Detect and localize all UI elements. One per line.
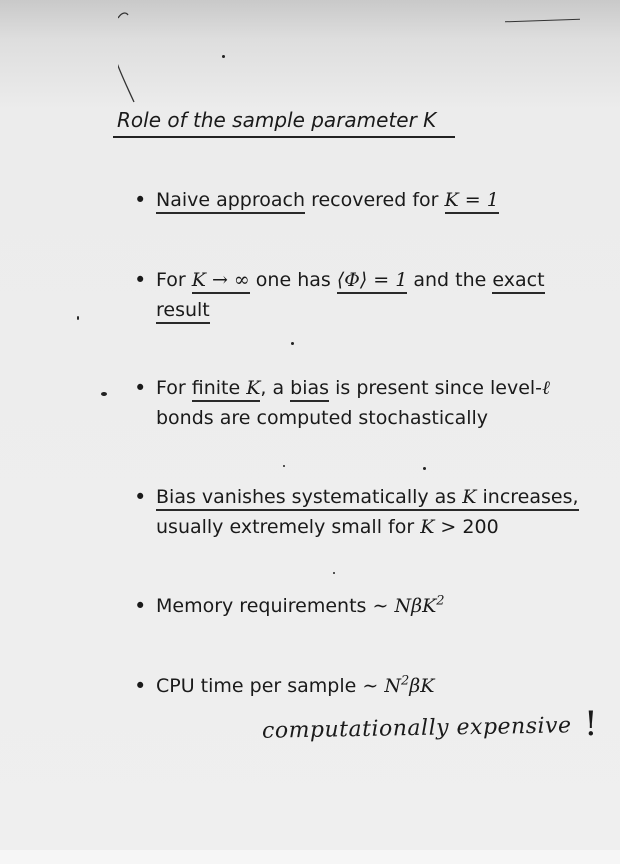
math-expression: K = 1 bbox=[445, 189, 499, 214]
slide-title: Role of the sample parameter K bbox=[117, 108, 437, 132]
math-expression: ℓ bbox=[542, 377, 550, 399]
underlined-phrase bbox=[192, 377, 261, 402]
bullet-text: is present since level- bbox=[329, 377, 543, 399]
bullet-item bbox=[156, 185, 596, 215]
scan-speck bbox=[222, 55, 225, 58]
scan-speck bbox=[101, 392, 107, 396]
scan-speck bbox=[291, 342, 294, 345]
bullet-dot: • bbox=[134, 594, 147, 618]
math-expression: ⟨Φ⟩ = 1 bbox=[337, 269, 408, 294]
bullet-text: For bbox=[156, 377, 192, 399]
bullet-text: recovered for bbox=[305, 189, 445, 211]
bullet-text: , a bbox=[260, 377, 291, 399]
math-exponent: 2 bbox=[436, 593, 445, 609]
bullet-text: one has bbox=[249, 269, 337, 291]
bullet-item bbox=[156, 482, 596, 542]
scan-speck bbox=[77, 316, 79, 320]
bullet-text: Bias vanishes systematically as bbox=[156, 486, 463, 508]
bullet-item bbox=[156, 671, 596, 701]
scan-speck bbox=[333, 572, 335, 574]
handwritten-exclamation: ! bbox=[584, 704, 598, 744]
math-expression: K bbox=[462, 486, 477, 508]
math-expression: ∼ NβK bbox=[372, 595, 437, 617]
bullet-item bbox=[156, 265, 596, 325]
scan-speck bbox=[423, 467, 426, 470]
bullet-text: CPU time per sample bbox=[156, 675, 363, 697]
bullet-text: > 200 bbox=[434, 516, 499, 538]
bullet-dot: • bbox=[134, 188, 147, 212]
bullet-text: and the bbox=[407, 269, 493, 291]
math-expression: K bbox=[246, 377, 261, 399]
bullet-text: bonds are computed stochastically bbox=[156, 407, 489, 429]
title-underline bbox=[113, 136, 455, 138]
bullet-text: exact bbox=[492, 269, 544, 294]
bullet-dot: • bbox=[134, 674, 147, 698]
underlined-phrase bbox=[156, 486, 579, 511]
bullet-text: increases, bbox=[476, 486, 579, 508]
handwritten-note: computationally expensive bbox=[261, 713, 572, 744]
bullet-item bbox=[156, 373, 596, 433]
scan-speck bbox=[283, 465, 285, 467]
bullet-dot: • bbox=[134, 485, 147, 509]
bullet-item bbox=[156, 591, 596, 621]
bullet-text: Memory requirements bbox=[156, 595, 373, 617]
bullet-text: Naive approach bbox=[156, 189, 305, 214]
bullet-dot: • bbox=[134, 376, 147, 400]
math-expression: K bbox=[420, 516, 435, 538]
math-expression: ∼ N bbox=[362, 675, 401, 697]
page-edge bbox=[0, 850, 620, 864]
math-expression: K → ∞ bbox=[192, 269, 250, 294]
bullet-text: For bbox=[156, 269, 192, 291]
bullet-text: usually extremely small for bbox=[156, 516, 421, 538]
bullet-dot: • bbox=[134, 268, 147, 292]
bullet-text: bias bbox=[290, 377, 329, 402]
pen-stroke-mark bbox=[118, 10, 158, 110]
bullet-text: result bbox=[156, 299, 210, 324]
bullet-text: finite bbox=[191, 377, 247, 399]
math-exponent: 2 bbox=[400, 673, 410, 689]
math-expression: βK bbox=[409, 675, 435, 697]
